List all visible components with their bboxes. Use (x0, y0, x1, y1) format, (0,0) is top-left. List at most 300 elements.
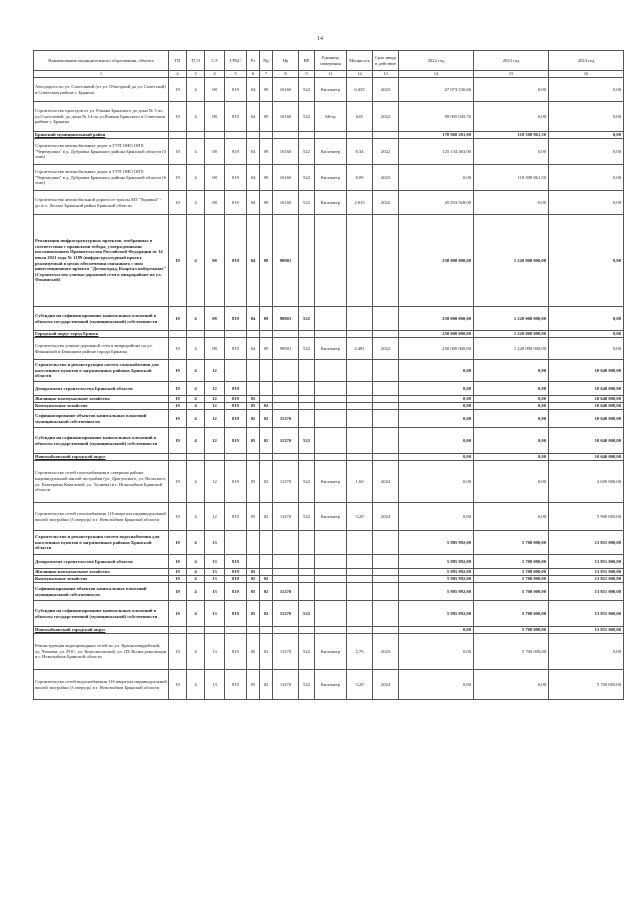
code-cell (315, 360, 347, 382)
table-row (34, 360, 624, 382)
code-cell: 19 (169, 78, 187, 102)
code-cell: 819 (225, 503, 247, 531)
col-number: 7 (260, 71, 273, 78)
code-cell (373, 601, 399, 627)
amount-2024-cell: 0,00 (549, 307, 624, 331)
amount-2024-cell: 13 851 000,00 (549, 576, 624, 583)
code-cell: 02 (260, 503, 273, 531)
amount-2023-cell: 0,00 (474, 670, 549, 700)
amount-2023-cell: 5 700 000,00 (474, 576, 549, 583)
amount-2024-cell: 13 851 000,00 (549, 531, 624, 555)
amount-2023-cell: 0,00 (474, 428, 549, 454)
code-cell (299, 382, 315, 396)
amount-2023-cell: 1 220 000 000,00 (474, 331, 549, 338)
code-cell: 4 (187, 139, 205, 165)
amount-2022-cell: 0,00 (399, 360, 474, 382)
code-cell: 4 (187, 191, 205, 215)
code-cell (373, 410, 399, 428)
amount-2024-cell: 0,00 (549, 338, 624, 360)
header-cell: Срок ввода в действие (373, 51, 399, 71)
code-cell (299, 583, 315, 601)
code-cell: 19 (169, 555, 187, 569)
code-cell: 19 (169, 307, 187, 331)
code-cell: 08 (205, 307, 225, 331)
code-cell (373, 215, 399, 307)
code-cell (315, 331, 347, 338)
code-cell: 04 (247, 102, 260, 132)
code-cell (373, 331, 399, 338)
code-cell: 19 (169, 165, 187, 191)
amount-2024-cell: 0,00 (549, 215, 624, 307)
amount-2023-cell: 5 700 000,00 (474, 601, 549, 627)
table-row (34, 382, 624, 396)
code-cell: 05 (247, 569, 260, 576)
code-cell: 819 (225, 428, 247, 454)
table-row (34, 132, 624, 139)
amount-2023-cell: 0,00 (474, 403, 549, 410)
code-cell (225, 331, 247, 338)
code-cell: 4 (187, 428, 205, 454)
table-row (34, 102, 624, 132)
header-cell: 2024 год (549, 51, 624, 71)
table-row (34, 165, 624, 191)
code-cell: 19 (169, 531, 187, 555)
code-cell: 08 (205, 215, 225, 307)
code-cell: 12 (205, 410, 225, 428)
code-cell (373, 576, 399, 583)
code-cell: Километр (315, 338, 347, 360)
code-cell: 11270 (273, 410, 299, 428)
code-cell (299, 331, 315, 338)
code-cell: 522 (299, 670, 315, 700)
code-cell: 16160 (273, 191, 299, 215)
code-cell (299, 454, 315, 461)
amount-2023-cell: 0,00 (474, 78, 549, 102)
budget-table (33, 50, 624, 700)
code-cell (347, 555, 373, 569)
code-cell: 4 (187, 403, 205, 410)
header-row (34, 51, 624, 71)
code-cell: 16160 (273, 165, 299, 191)
code-cell (373, 555, 399, 569)
code-cell (225, 454, 247, 461)
code-cell: 05 (247, 428, 260, 454)
code-cell: 04 (247, 139, 260, 165)
code-cell: 02 (260, 583, 273, 601)
code-cell (260, 360, 273, 382)
code-cell (260, 331, 273, 338)
code-cell (373, 307, 399, 331)
code-cell (187, 132, 205, 139)
code-cell: 19 (169, 634, 187, 670)
code-cell: 05 (247, 634, 260, 670)
code-cell (315, 132, 347, 139)
object-name-cell: Строительство сетей газоснабжения в северном районе индивидуальной жилой застройки (ул. Драгунского, ул. Вольского, ул. Екатерины Ковалевой, ул. Талиева) в г. Новозыбков Брянской области (34, 461, 169, 503)
code-cell: 19 (169, 428, 187, 454)
code-cell (347, 627, 373, 634)
code-cell: 2,915 (347, 191, 373, 215)
code-cell (299, 396, 315, 403)
code-cell (273, 331, 299, 338)
amount-2022-cell: 125 134 463,00 (399, 139, 474, 165)
object-name-cell: Субсидии на софинансирование капитальных вложений в объекты государственной (муниципальной) собственности (34, 601, 169, 627)
header-cell: Нр (273, 51, 299, 71)
code-cell: Километр (315, 461, 347, 503)
code-cell: 05 (247, 601, 260, 627)
code-cell (247, 132, 260, 139)
amount-2024-cell: 10 640 000,00 (549, 428, 624, 454)
amount-2022-cell: 45 833 928,00 (399, 191, 474, 215)
code-cell: 12 (205, 503, 225, 531)
table-row (34, 454, 624, 461)
code-cell (169, 331, 187, 338)
header-cell: 2022 год (399, 51, 474, 71)
code-cell: 4 (187, 576, 205, 583)
amount-2023-cell: 5 700 000,00 (474, 555, 549, 569)
code-cell (260, 531, 273, 555)
code-cell: 522 (299, 428, 315, 454)
header-cell: Единица измерения (315, 51, 347, 71)
code-cell: 4 (187, 410, 205, 428)
column-number-row (34, 71, 624, 78)
code-cell: 2024 (373, 503, 399, 531)
code-cell: 19 (169, 215, 187, 307)
table-row (34, 191, 624, 215)
amount-2023-cell: 5 700 000,00 (474, 531, 549, 555)
amount-2023-cell: 1 220 000 000,00 (474, 307, 549, 331)
code-cell (347, 601, 373, 627)
code-cell (315, 403, 347, 410)
code-cell: 522 (299, 78, 315, 102)
table-row (34, 601, 624, 627)
code-cell (260, 569, 273, 576)
code-cell (299, 403, 315, 410)
code-cell: 11270 (273, 583, 299, 601)
code-cell: 19 (169, 461, 187, 503)
amount-2022-cell: 250 000 000,00 (399, 215, 474, 307)
code-cell: 819 (225, 461, 247, 503)
code-cell: 98001 (273, 307, 299, 331)
object-name-cell: Софинансирование объектов капитальных вложений муниципальной собственности (34, 583, 169, 601)
code-cell: Километр (315, 503, 347, 531)
code-cell (347, 454, 373, 461)
amount-2023-cell: 0,00 (474, 396, 549, 403)
code-cell: 11270 (273, 428, 299, 454)
object-name-cell: Строительство проездов от ул. Романа Брянского до дома № 5 по ул.Счастливой, до дома № 14 по ул.Романа Брянского в Советском районе г. Брянска (34, 102, 169, 132)
code-cell: 4,481 (347, 338, 373, 360)
code-cell (373, 583, 399, 601)
amount-2023-cell: 1 220 000 000,00 (474, 338, 549, 360)
code-cell: 2022 (373, 191, 399, 215)
code-cell: 11270 (273, 634, 299, 670)
code-cell (347, 215, 373, 307)
table-row (34, 503, 624, 531)
code-cell: 2022 (373, 139, 399, 165)
amount-2022-cell: 0,00 (399, 634, 474, 670)
col-number: 1 (34, 71, 169, 78)
code-cell: 05 (247, 670, 260, 700)
amount-2022-cell: 67 073 536,66 (399, 78, 474, 102)
code-cell (347, 531, 373, 555)
amount-2023-cell: 0,00 (474, 503, 549, 531)
header-cell: Пр (260, 51, 273, 71)
code-cell (315, 601, 347, 627)
amount-2024-cell: 13 851 000,00 (549, 555, 624, 569)
amount-2022-cell: 99 005 045,76 (399, 102, 474, 132)
object-name-cell: Строительство сетей газоснабжения 116 квартала индивидуальной жилой застройки (3 очередь) в г. Новозыбков Брянской области (34, 503, 169, 531)
code-cell: 819 (225, 215, 247, 307)
code-cell: 09 (260, 78, 273, 102)
code-cell (225, 627, 247, 634)
table-row (34, 583, 624, 601)
amount-2024-cell: 5 700 000,00 (549, 670, 624, 700)
col-number: 4 (205, 71, 225, 78)
amount-2024-cell: 10 640 000,00 (549, 360, 624, 382)
amount-2022-cell: 250 000 000,00 (399, 331, 474, 338)
object-name-cell: Новозыбковский городской округ (34, 454, 169, 461)
code-cell (315, 382, 347, 396)
code-cell (273, 396, 299, 403)
code-cell: 819 (225, 338, 247, 360)
amount-2024-cell: 0,00 (549, 132, 624, 139)
code-cell: 11270 (273, 601, 299, 627)
code-cell: 4 (187, 583, 205, 601)
object-name-cell: Коммунальное хозяйство (34, 403, 169, 410)
code-cell: 19 (169, 338, 187, 360)
col-number: 6 (247, 71, 260, 78)
code-cell: Километр (315, 165, 347, 191)
code-cell (187, 331, 205, 338)
code-cell: 13 (205, 670, 225, 700)
code-cell (205, 331, 225, 338)
amount-2024-cell: 10 640 000,00 (549, 454, 624, 461)
code-cell: 98001 (273, 338, 299, 360)
table-row (34, 531, 624, 555)
code-cell: 05 (247, 461, 260, 503)
code-cell: 2024 (373, 461, 399, 503)
header-cell: ВР (299, 51, 315, 71)
amount-2023-cell: 5 700 000,00 (474, 583, 549, 601)
code-cell: Километр (315, 670, 347, 700)
header-cell: СЭ (205, 51, 225, 71)
code-cell (273, 576, 299, 583)
code-cell (187, 454, 205, 461)
code-cell: 819 (225, 555, 247, 569)
code-cell (225, 360, 247, 382)
table-row (34, 396, 624, 403)
amount-2022-cell: 0,00 (399, 403, 474, 410)
code-cell: Метр (315, 102, 347, 132)
code-cell: 819 (225, 403, 247, 410)
code-cell: 08 (205, 165, 225, 191)
code-cell (247, 531, 260, 555)
amount-2024-cell: 13 851 000,00 (549, 569, 624, 576)
code-cell: 522 (299, 338, 315, 360)
code-cell: 4 (187, 555, 205, 569)
table-row (34, 307, 624, 331)
code-cell: 522 (299, 191, 315, 215)
table-row (34, 139, 624, 165)
table-row (34, 331, 624, 338)
code-cell (299, 531, 315, 555)
code-cell (273, 382, 299, 396)
object-name-cell: Автодорога по ул. Счастливой (от ул. Объездной до ул. Советской) в Советском районе г. Брянска (34, 78, 169, 102)
code-cell: 13 (205, 583, 225, 601)
code-cell (169, 132, 187, 139)
table-row (34, 338, 624, 360)
code-cell: 819 (225, 78, 247, 102)
amount-2022-cell: 0,00 (399, 382, 474, 396)
col-number: 15 (474, 71, 549, 78)
code-cell (299, 215, 315, 307)
amount-2023-cell: 0,00 (474, 382, 549, 396)
code-cell (187, 627, 205, 634)
code-cell: 2023 (373, 78, 399, 102)
col-number: 9 (299, 71, 315, 78)
amount-2023-cell: 0,00 (474, 191, 549, 215)
amount-2022-cell: 5 985 992,00 (399, 576, 474, 583)
code-cell: 19 (169, 503, 187, 531)
code-cell: 05 (247, 403, 260, 410)
code-cell: 09 (260, 102, 273, 132)
code-cell: 08 (205, 139, 225, 165)
code-cell: 0,435 (347, 78, 373, 102)
code-cell (273, 403, 299, 410)
code-cell: 11270 (273, 503, 299, 531)
code-cell: 819 (225, 382, 247, 396)
code-cell (247, 555, 260, 569)
code-cell (347, 410, 373, 428)
col-number: 8 (273, 71, 299, 78)
code-cell: 13 (205, 555, 225, 569)
code-cell (315, 396, 347, 403)
code-cell: 819 (225, 634, 247, 670)
amount-2024-cell: 4 650 000,00 (549, 461, 624, 503)
code-cell: 16160 (273, 139, 299, 165)
code-cell (373, 382, 399, 396)
code-cell: 09 (260, 191, 273, 215)
table-row (34, 576, 624, 583)
code-cell (373, 428, 399, 454)
code-cell (225, 132, 247, 139)
code-cell: 8,34 (347, 139, 373, 165)
code-cell: 19 (169, 360, 187, 382)
amount-2024-cell: 5 990 000,00 (549, 503, 624, 531)
col-number: 2 (169, 71, 187, 78)
code-cell: 4 (187, 215, 205, 307)
header-cell: Мощность (347, 51, 373, 71)
amount-2024-cell: 0,00 (549, 139, 624, 165)
amount-2023-cell: 118 508 861,50 (474, 165, 549, 191)
code-cell: 4 (187, 338, 205, 360)
amount-2024-cell: 0,00 (549, 331, 624, 338)
code-cell: 02 (260, 634, 273, 670)
code-cell (347, 307, 373, 331)
object-name-cell: Строительство улично-дорожной сети в микрорайоне по ул. Фокинской в Бежицком районе города Брянска (34, 338, 169, 360)
code-cell: 11270 (273, 670, 299, 700)
code-cell (299, 132, 315, 139)
code-cell: 19 (169, 583, 187, 601)
code-cell: 819 (225, 191, 247, 215)
code-cell: 522 (299, 165, 315, 191)
code-cell: 05 (247, 503, 260, 531)
object-name-cell: Новозыбковский городской округ (34, 627, 169, 634)
code-cell (373, 531, 399, 555)
code-cell (273, 360, 299, 382)
code-cell: 819 (225, 139, 247, 165)
code-cell: 3,20 (347, 670, 373, 700)
amount-2024-cell: 0,00 (549, 102, 624, 132)
code-cell (373, 396, 399, 403)
code-cell: 19 (169, 410, 187, 428)
code-cell: 2022 (373, 338, 399, 360)
code-cell: 02 (260, 601, 273, 627)
amount-2023-cell: 5 700 000,00 (474, 569, 549, 576)
code-cell: 819 (225, 576, 247, 583)
code-cell: 4 (187, 382, 205, 396)
code-cell: 4 (187, 634, 205, 670)
code-cell (247, 360, 260, 382)
amount-2022-cell: 0,00 (399, 461, 474, 503)
code-cell: 16160 (273, 78, 299, 102)
amount-2023-cell: 0,00 (474, 360, 549, 382)
code-cell: 13 (205, 569, 225, 576)
col-number: 12 (347, 71, 373, 78)
code-cell: 12 (205, 360, 225, 382)
code-cell: 02 (260, 403, 273, 410)
code-cell: 2024 (373, 670, 399, 700)
code-cell: 522 (299, 307, 315, 331)
col-number: 11 (315, 71, 347, 78)
col-number: 3 (187, 71, 205, 78)
object-name-cell: Строительство и реконструкция систем газоснабжения для населенных пунктов в загрязненных районах Брянской области (34, 360, 169, 382)
amount-2022-cell: 5 985 992,00 (399, 569, 474, 576)
amount-2023-cell: 118 508 861,50 (474, 132, 549, 139)
code-cell: 819 (225, 102, 247, 132)
code-cell: 12 (205, 396, 225, 403)
code-cell: Километр (315, 191, 347, 215)
code-cell (299, 555, 315, 569)
code-cell: 12 (205, 428, 225, 454)
col-number: 16 (549, 71, 624, 78)
code-cell: 2022 (373, 102, 399, 132)
amount-2022-cell: 0,00 (399, 454, 474, 461)
code-cell: Километр (315, 139, 347, 165)
table-body (34, 78, 624, 700)
code-cell: 522 (299, 461, 315, 503)
code-cell (315, 307, 347, 331)
header-cell: ГРБС (225, 51, 247, 71)
code-cell (373, 569, 399, 576)
code-cell: 02 (260, 461, 273, 503)
amount-2023-cell: 0,00 (474, 454, 549, 461)
object-name-cell: Департамент строительства Брянской области (34, 555, 169, 569)
code-cell (299, 627, 315, 634)
code-cell: 02 (260, 576, 273, 583)
code-cell: 4 (187, 360, 205, 382)
code-cell: 19 (169, 601, 187, 627)
code-cell: 04 (247, 307, 260, 331)
code-cell (299, 576, 315, 583)
code-cell: 4 (187, 396, 205, 403)
amount-2022-cell: 5 985 992,00 (399, 583, 474, 601)
code-cell: 4 (187, 78, 205, 102)
code-cell (247, 454, 260, 461)
code-cell (373, 627, 399, 634)
code-cell: 19 (169, 576, 187, 583)
code-cell: 04 (247, 78, 260, 102)
code-cell (273, 132, 299, 139)
